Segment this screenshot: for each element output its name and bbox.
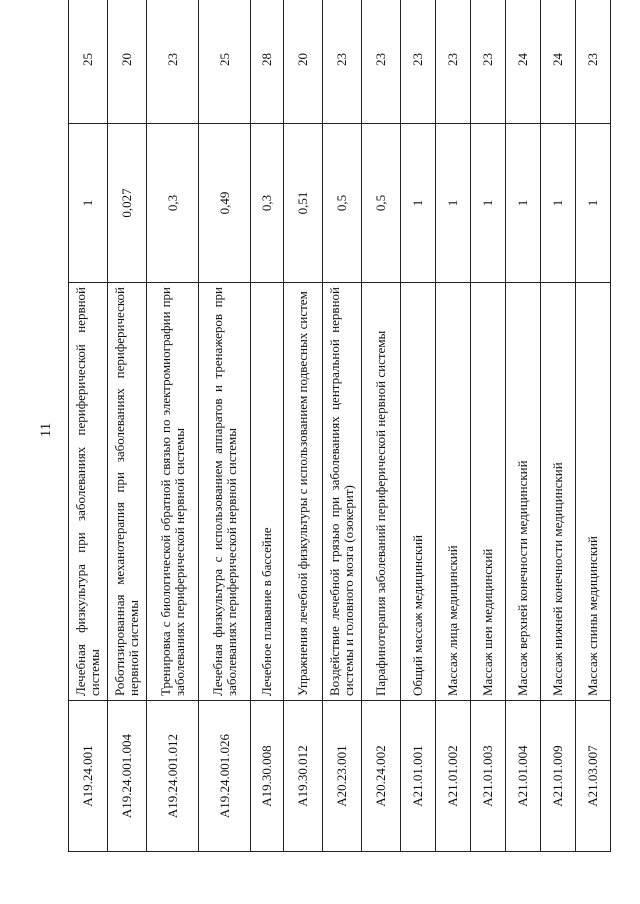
table-row [251,0,284,852]
services-table [68,0,611,852]
service-name: Роботизированная механотерапия при заболеваниях периферической нервной системы [108,283,147,701]
multiplicity-value: 25 [199,0,251,124]
multiplicity-value: 23 [323,0,362,124]
frequency-coefficient: 1 [506,124,541,283]
page-number: 11 [38,422,54,438]
service-name: Массаж нижней конечности медицинский [541,283,576,701]
service-name: Массаж спины медицинский [576,283,611,701]
frequency-coefficient: 0,51 [284,124,323,283]
frequency-coefficient: 0,027 [108,124,147,283]
multiplicity-value: 25 [69,0,108,124]
frequency-coefficient: 1 [576,124,611,283]
service-name: Тренировка с биологической обратной связью по электромиографии при заболеваниях периферической нервной системы [147,283,199,701]
table-row [506,0,541,852]
table-row [323,0,362,852]
multiplicity-value: 23 [401,0,436,124]
service-code: A20.24.002 [362,701,401,852]
multiplicity-value: 23 [471,0,506,124]
service-code: A21.03.007 [576,701,611,852]
frequency-coefficient: 0,5 [323,124,362,283]
service-code: A19.24.001 [69,701,108,852]
service-name: Лечебная физкультура при заболеваниях периферической нервной системы [69,283,108,701]
frequency-coefficient: 1 [401,124,436,283]
service-code: A21.01.003 [471,701,506,852]
service-code: A20.23.001 [323,701,362,852]
service-name: Массаж лица медицинский [436,283,471,701]
frequency-coefficient: 0,5 [362,124,401,283]
frequency-coefficient: 0,3 [251,124,284,283]
service-code: A21.01.001 [401,701,436,852]
frequency-coefficient: 1 [436,124,471,283]
frequency-coefficient: 1 [471,124,506,283]
multiplicity-value: 24 [541,0,576,124]
multiplicity-value: 23 [436,0,471,124]
service-name: Лечебная физкультура с использованием аппаратов и тренажеров при заболеваниях периферической нервной системы [199,283,251,701]
service-code: A19.24.001.012 [147,701,199,852]
frequency-coefficient: 1 [541,124,576,283]
table-row [108,0,147,852]
service-name: Воздействие лечебной грязью при заболеваниях центральной нервной системы и головного мозга (озокерит) [323,283,362,701]
multiplicity-value: 23 [576,0,611,124]
service-name: Массаж верхней конечности медицинский [506,283,541,701]
table-row [147,0,199,852]
multiplicity-value: 20 [108,0,147,124]
table-row [284,0,323,852]
service-name: Массаж шеи медицинский [471,283,506,701]
service-name: Парафинотерапия заболеваний периферической нервной системы [362,283,401,701]
services-table-rotated [68,30,608,852]
service-name: Лечебное плавание в бассейне [251,283,284,701]
frequency-coefficient: 0,3 [147,124,199,283]
service-code: A19.30.012 [284,701,323,852]
table-row [471,0,506,852]
multiplicity-value: 28 [251,0,284,124]
service-name: Упражнения лечебной физкультуры с использованием подвесных систем [284,283,323,701]
table-row [69,0,108,852]
table-row [541,0,576,852]
frequency-coefficient: 1 [69,124,108,283]
service-code: A19.24.001.004 [108,701,147,852]
multiplicity-value: 20 [284,0,323,124]
service-code: A19.24.001.026 [199,701,251,852]
table-row [199,0,251,852]
service-code: A19.30.008 [251,701,284,852]
service-code: A21.01.002 [436,701,471,852]
table-row [436,0,471,852]
multiplicity-value: 24 [506,0,541,124]
table-row [576,0,611,852]
service-name: Общий массаж медицинский [401,283,436,701]
frequency-coefficient: 0,49 [199,124,251,283]
table-row [401,0,436,852]
multiplicity-value: 23 [147,0,199,124]
multiplicity-value: 23 [362,0,401,124]
table-row [362,0,401,852]
service-code: A21.01.009 [541,701,576,852]
service-code: A21.01.004 [506,701,541,852]
